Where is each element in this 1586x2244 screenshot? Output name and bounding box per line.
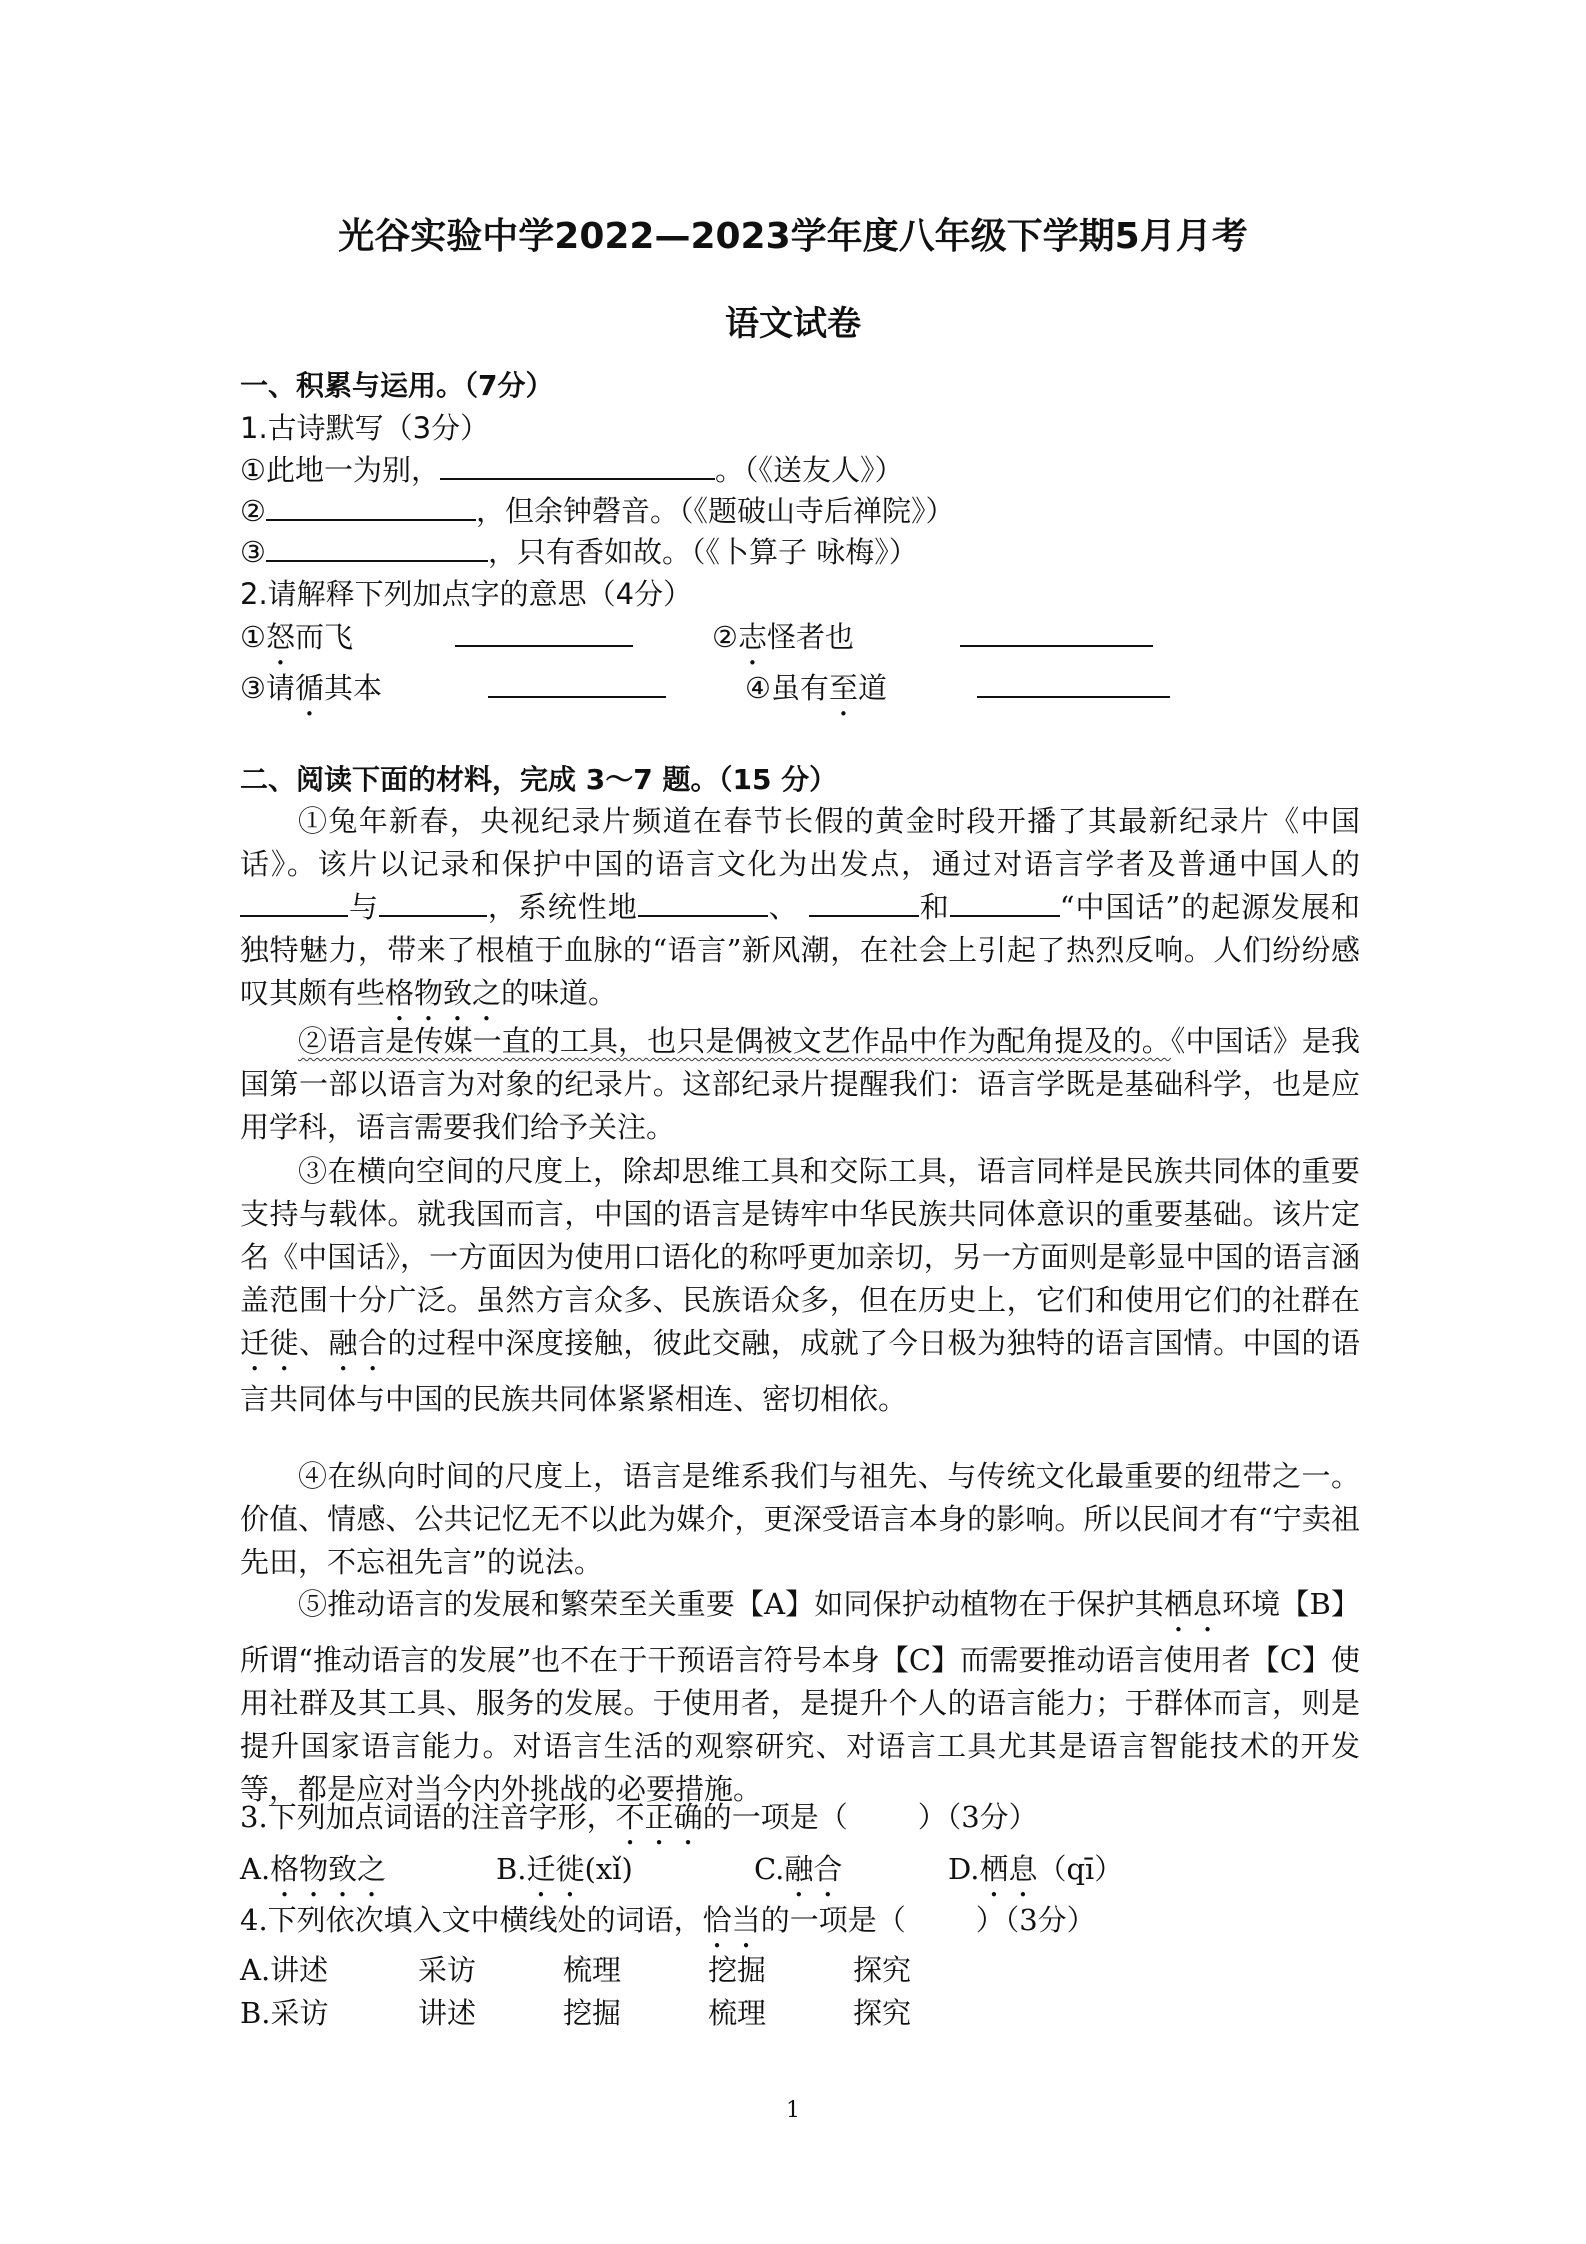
q4-word: B.采访 [240, 1996, 329, 2030]
paragraph-text: 《中国话》是我国第一部以语言为对象的纪录片。这部纪录片提醒我们：语言学既是基础科学，也是应用学科，语言需要我们给予关注。 [240, 1024, 1360, 1144]
dotted-phrase: 迁徙 [526, 1852, 585, 1886]
q3-text: 3.下列加点词语的注音字形， [240, 1800, 616, 1834]
answer-blank[interactable] [379, 889, 487, 917]
wavy-underlined-sentence: ②语言是传媒一直的工具，也只是偶被文艺作品中作为配角提及的。 [298, 1024, 1171, 1058]
q2-item-3 [240, 668, 382, 723]
q2-item-text: 而飞 [295, 620, 354, 654]
paragraph-text: 和 [918, 890, 950, 924]
answer-blank[interactable] [977, 670, 1170, 698]
q4-word: A.讲述 [240, 1953, 329, 1987]
q4-word: 探究 [853, 1996, 912, 2030]
dotted-char: 志 [738, 620, 768, 654]
answer-blank[interactable] [809, 889, 919, 917]
answer-blank[interactable] [240, 889, 348, 917]
exam-subtitle: 语文试卷 [725, 304, 861, 344]
dotted-phrase: 融合 [784, 1852, 843, 1886]
q4-word: 梳理 [708, 1996, 767, 2030]
paragraph-text: 环境【B】所谓“推动语言的发展”也不在于干预语言符号本身【C】而需要推动语言使用者【C】使用社群及其工具、服务的发展。于使用者，是提升个人的语言能力；于群体而言，则是提升国家语言能力。对语言生活的观察研究、对语言工具尤其是语言智能技术的开发等，都是应对当今内外挑战的必要措施。 [240, 1587, 1360, 1806]
q2-stem: 2.请解释下列加点字的意思（4分） [240, 577, 693, 611]
q4-option-a[interactable] [240, 1950, 911, 1990]
dotted-char: 循 [295, 671, 325, 705]
paragraph-text: 的过程中深度接触，彼此交融，成就了今日极为独特的语言国情。中国的语言共同体与中国的民族共同体紧紧相连、密切相依。 [240, 1326, 1360, 1416]
q1-item-3 [240, 532, 918, 572]
dotted-phrase: 迁徙 [240, 1326, 299, 1360]
answer-blank[interactable] [488, 670, 666, 698]
answer-blank[interactable] [960, 619, 1153, 647]
q3-option-c[interactable]: C.融合 [754, 1852, 843, 1886]
section2-heading: 二、阅读下面的材料，完成 3～7 题。（15 分） [240, 763, 838, 796]
q3-options [240, 1849, 1123, 1904]
q3-text: ）（3分） [917, 1800, 1038, 1834]
dotted-char: 至 [829, 671, 859, 705]
paragraph-text: 、 [298, 1326, 329, 1360]
paragraph-text: 的味道。 [501, 976, 618, 1010]
page-number: 1 [786, 2098, 800, 2123]
q2-item-num: ④ [745, 671, 771, 705]
q2-item-text: 请 [266, 671, 296, 705]
paragraph-text: ，系统性地 [486, 890, 638, 924]
q2-item-num: ② [712, 620, 738, 654]
paragraph-text: 与 [348, 890, 379, 924]
answer-blank[interactable] [638, 889, 768, 917]
q1-item-2 [240, 491, 955, 531]
q1-item-3-post: ，只有香如故。（《卜算子 咏梅》） [488, 535, 918, 569]
q4-text: ）（3分） [975, 1903, 1096, 1937]
answer-blank[interactable] [266, 534, 488, 562]
q4-word: 探究 [853, 1953, 912, 1987]
q1-stem: 1.古诗默写（3分） [240, 411, 490, 445]
q2-item-text: 怪者也 [767, 620, 855, 654]
q4-text: 4.下列依次填入文中横线处的词语， [240, 1903, 703, 1937]
dotted-phrase: 格物致之 [385, 976, 502, 1010]
answer-blank[interactable] [440, 452, 715, 480]
q1-item-1-pre: ①此地一为别， [240, 453, 440, 487]
q4-word: 挖掘 [563, 1996, 622, 2030]
paragraph-3 [240, 1150, 1360, 1421]
dotted-phrase: 融合 [328, 1326, 388, 1360]
q2-item-4 [745, 668, 887, 723]
q3-option-a[interactable]: A.格物致之 [240, 1852, 387, 1886]
q1-item-1-post: 。（《送友人》） [715, 453, 904, 487]
q2-item-text: 道 [858, 671, 888, 705]
paragraph-5 [240, 1583, 1360, 1811]
q4-text: 的一项是（ [760, 1903, 906, 1937]
q3-option-d[interactable]: D.栖息（qī） [948, 1852, 1124, 1886]
q2-item-2 [712, 617, 854, 672]
exam-title: 光谷实验中学2022—2023学年度八年级下学期5月月考 [338, 216, 1248, 257]
paragraph-4: ④在纵向时间的尺度上，语言是维系我们与祖先、与传统文化最重要的纽带之一。价值、情感、公共记忆无不以此为媒介，更深受语言本身的影响。所以民间才有“宁卖祖先田，不忘祖先言”的说法。 [240, 1459, 1360, 1579]
paragraph-2 [240, 1020, 1360, 1149]
q3-stem [240, 1797, 1038, 1852]
q3-option-b[interactable]: B.迁徙(xǐ) [496, 1852, 633, 1886]
q2-item-text: 其本 [324, 671, 383, 705]
q4-word: 挖掘 [708, 1953, 767, 1987]
paragraph-1 [240, 800, 1360, 1028]
q4-word: 梳理 [563, 1953, 622, 1987]
q4-option-b[interactable] [240, 1993, 911, 2033]
q1-item-3-pre: ③ [240, 535, 266, 569]
q4-stem [240, 1900, 1096, 1955]
q1-item-2-pre: ② [240, 494, 266, 528]
paragraph-text: “中国话”的起源发展和独特魅力，带来了根植于血脉的“语言”新风潮，在社会上引起了热烈反响。人们纷纷感叹其颇有些 [240, 890, 1360, 1010]
answer-blank[interactable] [455, 619, 633, 647]
dotted-phrase: 不正确 [615, 1800, 703, 1834]
answer-blank[interactable] [950, 889, 1060, 917]
q4-word: 采访 [418, 1953, 477, 1987]
q4-word: 讲述 [418, 1996, 477, 2030]
dotted-phrase: 格物致之 [270, 1852, 387, 1886]
paragraph-text: 、 [767, 890, 799, 924]
q2-item-text: 虽有 [771, 671, 830, 705]
q1-item-1 [240, 450, 904, 490]
answer-blank[interactable] [266, 493, 476, 521]
section1-heading: 一、积累与运用。（7分） [240, 369, 554, 402]
dotted-phrase: 栖息 [979, 1852, 1038, 1886]
q3-text: 的一项是（ [702, 1800, 848, 1834]
q1-item-2-post: ，但余钟磬音。（《题破山寺后禅院》） [476, 494, 955, 528]
dotted-phrase: 恰当 [702, 1903, 761, 1937]
q2-item-1 [240, 617, 353, 672]
paragraph-text: ①兔年新春，央视纪录片频道在春节长假的黄金时段开播了其最新纪录片《中国话》。该片以记录和保护中国的语言文化为出发点，通过对语言学者及普通中国人的 [240, 804, 1360, 881]
q2-item-num: ① [240, 620, 266, 654]
q2-item-num: ③ [240, 671, 266, 705]
paragraph-text: ③在横向空间的尺度上，除却思维工具和交际工具，语言同样是民族共同体的重要支持与载体。就我国而言，中国的语言是铸牢中华民族共同体意识的重要基础。该片定名《中国话》，一方面因为使用口语化的称呼更加亲切，另一方面则是彰显中国的语言涵盖范围十分广泛。虽然方言众多、民族语众多，但在历史上，它们和使用它们的社群在 [240, 1154, 1360, 1317]
dotted-char: 怒 [266, 620, 296, 654]
dotted-phrase: 栖息 [1163, 1587, 1223, 1621]
paragraph-text: ⑤推动语言的发展和繁荣至关重要【A】如同保护动植物在于保护其 [298, 1587, 1164, 1621]
